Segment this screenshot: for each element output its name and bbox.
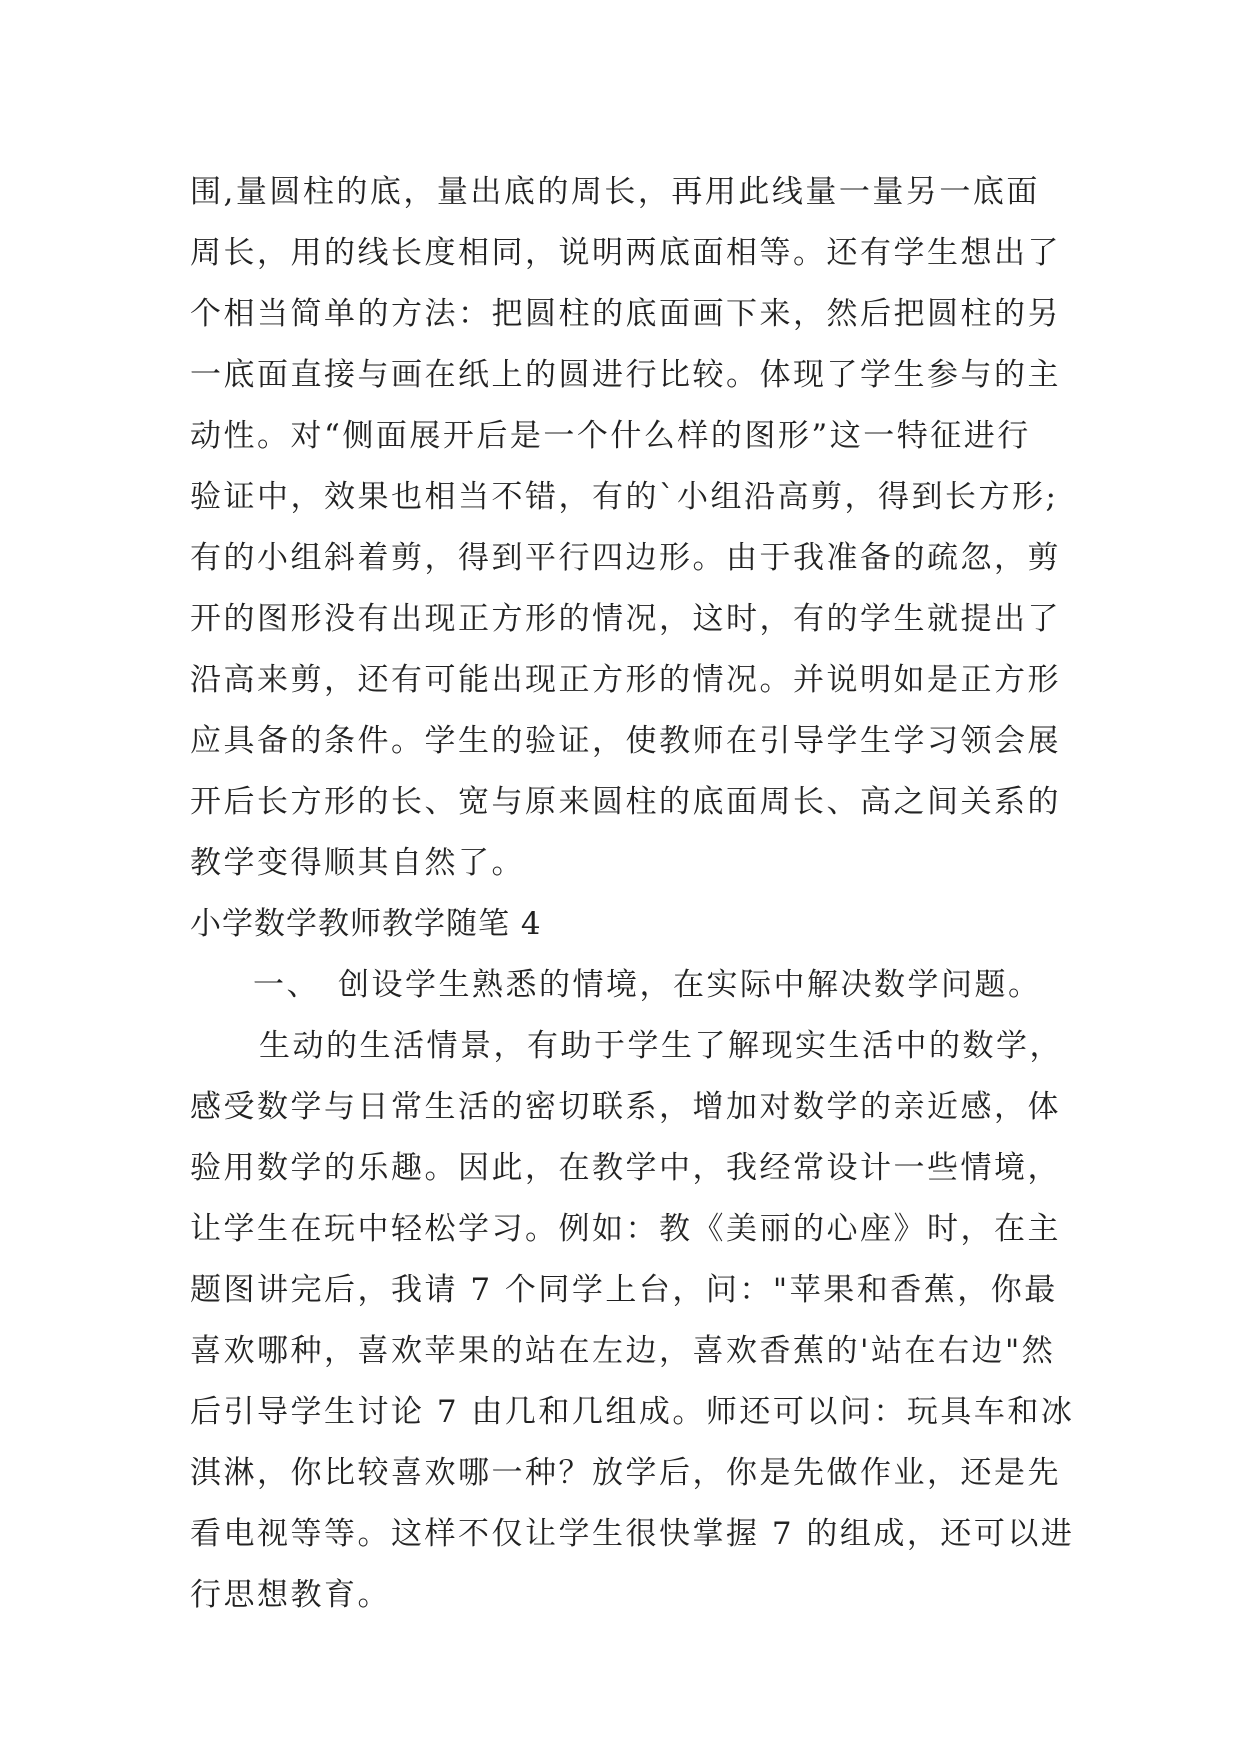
paragraph-line: 喜欢哪种，喜欢苹果的站在左边，喜欢香蕉的'站在右边"然 xyxy=(190,1333,1056,1369)
paragraph-line: 题图讲完后，我请 7 个同学上台，问："苹果和香蕉，你最 xyxy=(190,1272,1058,1308)
paragraph-line: 开后长方形的长、宽与原来圆柱的底面周长、高之间关系的 xyxy=(190,784,1061,820)
paragraph-line: 一底面直接与画在纸上的圆进行比较。体现了学生参与的主 xyxy=(190,357,1061,393)
paragraph-line: 应具备的条件。学生的验证，使教师在引导学生学习领会展 xyxy=(190,723,1061,759)
paragraph-line: 沿高来剪，还有可能出现正方形的情况。并说明如是正方形 xyxy=(190,662,1061,698)
paragraph-line: 感受数学与日常生活的密切联系，增加对数学的亲近感，体 xyxy=(190,1089,1061,1125)
paragraph-line: 行思想教育。 xyxy=(190,1577,391,1613)
paragraph-line: 淇淋，你比较喜欢哪一种？放学后，你是先做作业，还是先 xyxy=(190,1455,1061,1491)
paragraph-line: 验用数学的乐趣。因此，在教学中，我经常设计一些情境， xyxy=(190,1150,1061,1186)
paragraph-line: 周长，用的线长度相同，说明两底面相等。还有学生想出了 xyxy=(190,235,1061,271)
paragraph-line: 围,量圆柱的底，量出底的周长，再用此线量一量另一底面 xyxy=(190,174,1040,210)
paragraph-line: 后引导学生讨论 7 由几和几组成。师还可以问：玩具车和冰 xyxy=(190,1394,1075,1430)
paragraph-line: 动性。对“侧面展开后是一个什么样的图形”这一特征进行 xyxy=(190,418,1031,454)
paragraph-line: 开的图形没有出现正方形的情况，这时，有的学生就提出了 xyxy=(190,601,1061,637)
paragraph-line: 教学变得顺其自然了。 xyxy=(190,845,525,881)
paragraph-line: 验证中，效果也相当不错，有的`小组沿高剪，得到长方形; xyxy=(190,479,1059,515)
document-body xyxy=(190,162,1075,1626)
paragraph-line: 生动的生活情景，有助于学生了解现实生活中的数学， xyxy=(259,1028,1063,1064)
section-subheading: 一、 创设学生熟悉的情境，在实际中解决数学问题。 xyxy=(253,967,1042,1003)
paragraph-line: 让学生在玩中轻松学习。例如：教《美丽的心座》时，在主 xyxy=(190,1211,1061,1247)
section-title: 小学数学教师教学随笔 4 xyxy=(190,906,542,942)
paragraph-line: 看电视等等。这样不仅让学生很快掌握 7 的组成，还可以进 xyxy=(190,1516,1075,1552)
paragraph-line: 个相当简单的方法：把圆柱的底面画下来，然后把圆柱的另 xyxy=(190,296,1061,332)
paragraph-line: 有的小组斜着剪，得到平行四边形。由于我准备的疏忽，剪 xyxy=(190,540,1061,576)
